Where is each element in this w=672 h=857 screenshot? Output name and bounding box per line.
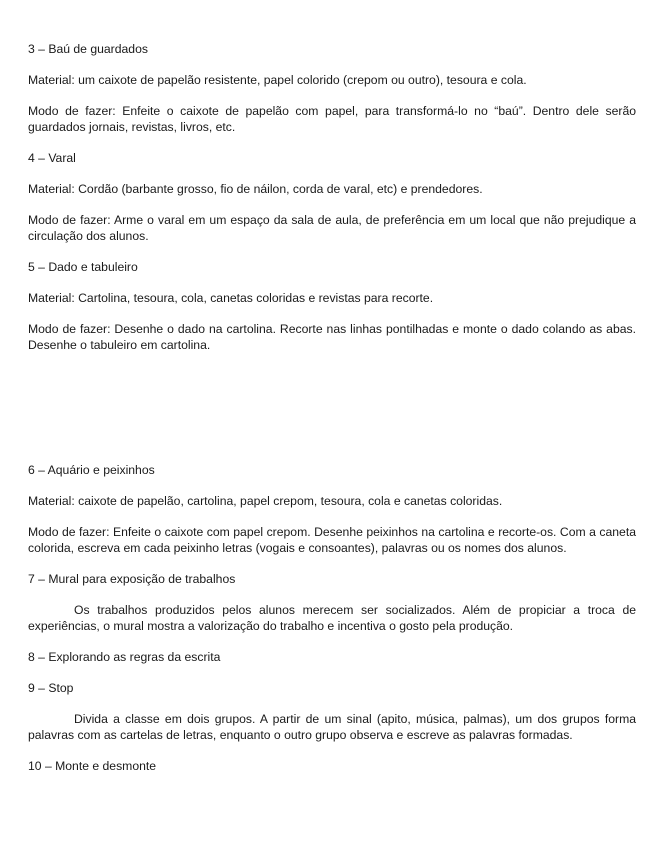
section-material: Material: Cartolina, tesoura, cola, canetas coloridas e revistas para recorte. [28, 291, 434, 305]
section-material: Material: caixote de papelão, cartolina, papel crepom, tesoura, cola e canetas coloridas. [28, 494, 503, 508]
section-instructions: Modo de fazer: Arme o varal em um espaço da sala de aula, de preferência em um local que não prejudique a circulação dos alunos. [28, 213, 636, 243]
section-body: Divida a classe em dois grupos. A partir de um sinal (apito, música, palmas), um dos grupos forma palavras com as cartelas de letras, enquanto o outro grupo observa e escreve as palavras formadas. [28, 712, 636, 742]
section-heading: 10 – Monte e desmonte [28, 759, 157, 773]
section-instructions: Modo de fazer: Enfeite o caixote com papel crepom. Desenhe peixinhos na cartolina e recorte-os. Com a caneta colorida, escreva em cada peixinho letras (vogais e consoantes), palavras ou os nomes dos alunos. [28, 525, 636, 555]
document-page [28, 41, 636, 774]
section-heading: 4 – Varal [28, 151, 76, 165]
blank-space [28, 353, 636, 462]
section-heading: 3 – Baú de guardados [28, 42, 148, 56]
section-instructions: Modo de fazer: Enfeite o caixote de papelão com papel, para transformá-lo no “baú”. Dentro dele serão guardados jornais, revistas, livros, etc. [28, 104, 636, 134]
section-material: Material: um caixote de papelão resistente, papel colorido (crepom ou outro), tesoura e cola. [28, 73, 527, 87]
section-heading: 8 – Explorando as regras da escrita [28, 650, 221, 664]
section-heading: 7 – Mural para exposição de trabalhos [28, 572, 236, 586]
section-instructions: Modo de fazer: Desenhe o dado na cartolina. Recorte nas linhas pontilhadas e monte o dado colando as abas. Desenhe o tabuleiro em cartolina. [28, 322, 636, 352]
section-heading: 6 – Aquário e peixinhos [28, 463, 155, 477]
section-heading: 5 – Dado e tabuleiro [28, 260, 138, 274]
section-heading: 9 – Stop [28, 681, 74, 695]
section-body: Os trabalhos produzidos pelos alunos merecem ser socializados. Além de propiciar a troca de experiências, o mural mostra a valorização do trabalho e incentiva o gosto pela produção. [28, 603, 636, 633]
section-material: Material: Cordão (barbante grosso, fio de náilon, corda de varal, etc) e prendedores. [28, 182, 483, 196]
